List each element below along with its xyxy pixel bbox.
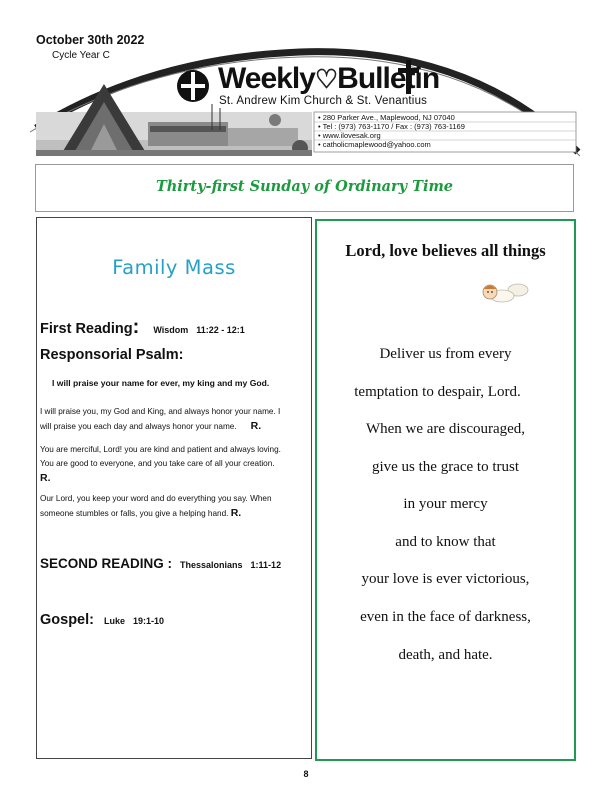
psalm-verse-3-line-1: Our Lord, you keep your word and do everything you say. When [40, 494, 272, 503]
second-reading-book: Thessalonians [180, 560, 243, 570]
psalm-response: I will praise your name for ever, my king and my God. [52, 378, 270, 388]
psalm-verse-3 [40, 492, 308, 521]
church-phone: • Tel : (973) 763-1170 / Fax : (973) 763-1169 [318, 122, 465, 131]
poem-line: in your mercy [403, 496, 488, 512]
psalm-verse-2-line-2: You are good to everyone, and you take care of all your creation. [40, 459, 275, 468]
psalm-heading: Responsorial Psalm: [40, 347, 184, 363]
psalm-response-marker: R. [40, 472, 51, 484]
prayer-title: Lord, love believes all things [345, 241, 546, 260]
second-reading [40, 556, 281, 571]
second-reading-ref: 1:11-12 [250, 560, 282, 570]
bulletin-title [218, 64, 439, 94]
psalm-verse-2-line-1: You are merciful, Lord! you are kind and patient and always loving. [40, 445, 281, 454]
church-address: • 280 Parker Ave., Maplewood, NJ 07040 [318, 113, 455, 122]
psalm-verse-1-text: will praise you each day and always honor your name. [40, 422, 237, 431]
poem-line: When we are discouraged, [365, 421, 526, 437]
poem-line: death, and hate. [398, 647, 493, 663]
bulletin-title-bulletin: Bulletin [337, 62, 440, 95]
sunday-title: Thirty-first Sunday of Ordinary Time [155, 178, 454, 195]
psalm-response-marker: R. [230, 507, 242, 519]
poem-line: and to know that [395, 534, 496, 550]
bulletin-date: October 30th 2022 [36, 33, 145, 47]
angel-icon [478, 280, 530, 306]
first-reading-label: First Reading [40, 321, 133, 337]
church-name: St. Andrew Kim Church & St. Venantius [219, 95, 428, 107]
heart-icon: ♡ [314, 64, 338, 94]
readings-box [36, 217, 312, 759]
psalm-verse-3-line-2 [40, 506, 308, 521]
poem-line: even in the face of darkness, [360, 609, 531, 625]
first-reading [40, 316, 245, 339]
psalm-verse-1-line-2 [40, 419, 308, 434]
psalm-verse-1-line-1: I will praise you, my God and King, and always honor your name. I [40, 407, 281, 416]
bulletin-title-weekly: Weekly [218, 62, 315, 95]
poem-line: give us the grace to trust [371, 459, 520, 475]
first-reading-colon: : [132, 316, 140, 338]
gospel-label: Gospel: [40, 612, 94, 628]
cycle-year: Cycle Year C [52, 50, 110, 61]
poem-line: your love is ever victorious, [361, 571, 530, 587]
gospel-book: Luke [103, 616, 125, 626]
prayer-box [315, 219, 576, 761]
first-reading-ref: 11:22 - 12:1 [196, 325, 245, 335]
family-mass-title: Family Mass [112, 256, 236, 279]
poem-line: temptation to despair, Lord. [354, 384, 521, 400]
page-number: 8 [303, 769, 309, 779]
first-reading-book: Wisdom [153, 325, 189, 335]
psalm-response-marker: R. [250, 420, 262, 432]
psalm-verse-1 [40, 405, 308, 434]
church-website[interactable]: • www.ilovesak.org [318, 131, 381, 140]
psalm-verse-2 [40, 443, 308, 485]
psalm-verse-3-text: someone stumbles or falls, you give a helping hand. [40, 509, 229, 518]
cross-logo-icon [177, 70, 209, 102]
gospel [40, 612, 164, 628]
gospel-ref: 19:1-10 [133, 616, 165, 626]
church-email[interactable]: • catholicmaplewood@yahoo.com [318, 140, 431, 149]
poem-line: Deliver us from every [379, 346, 512, 362]
second-reading-label: SECOND READING : [40, 556, 173, 571]
